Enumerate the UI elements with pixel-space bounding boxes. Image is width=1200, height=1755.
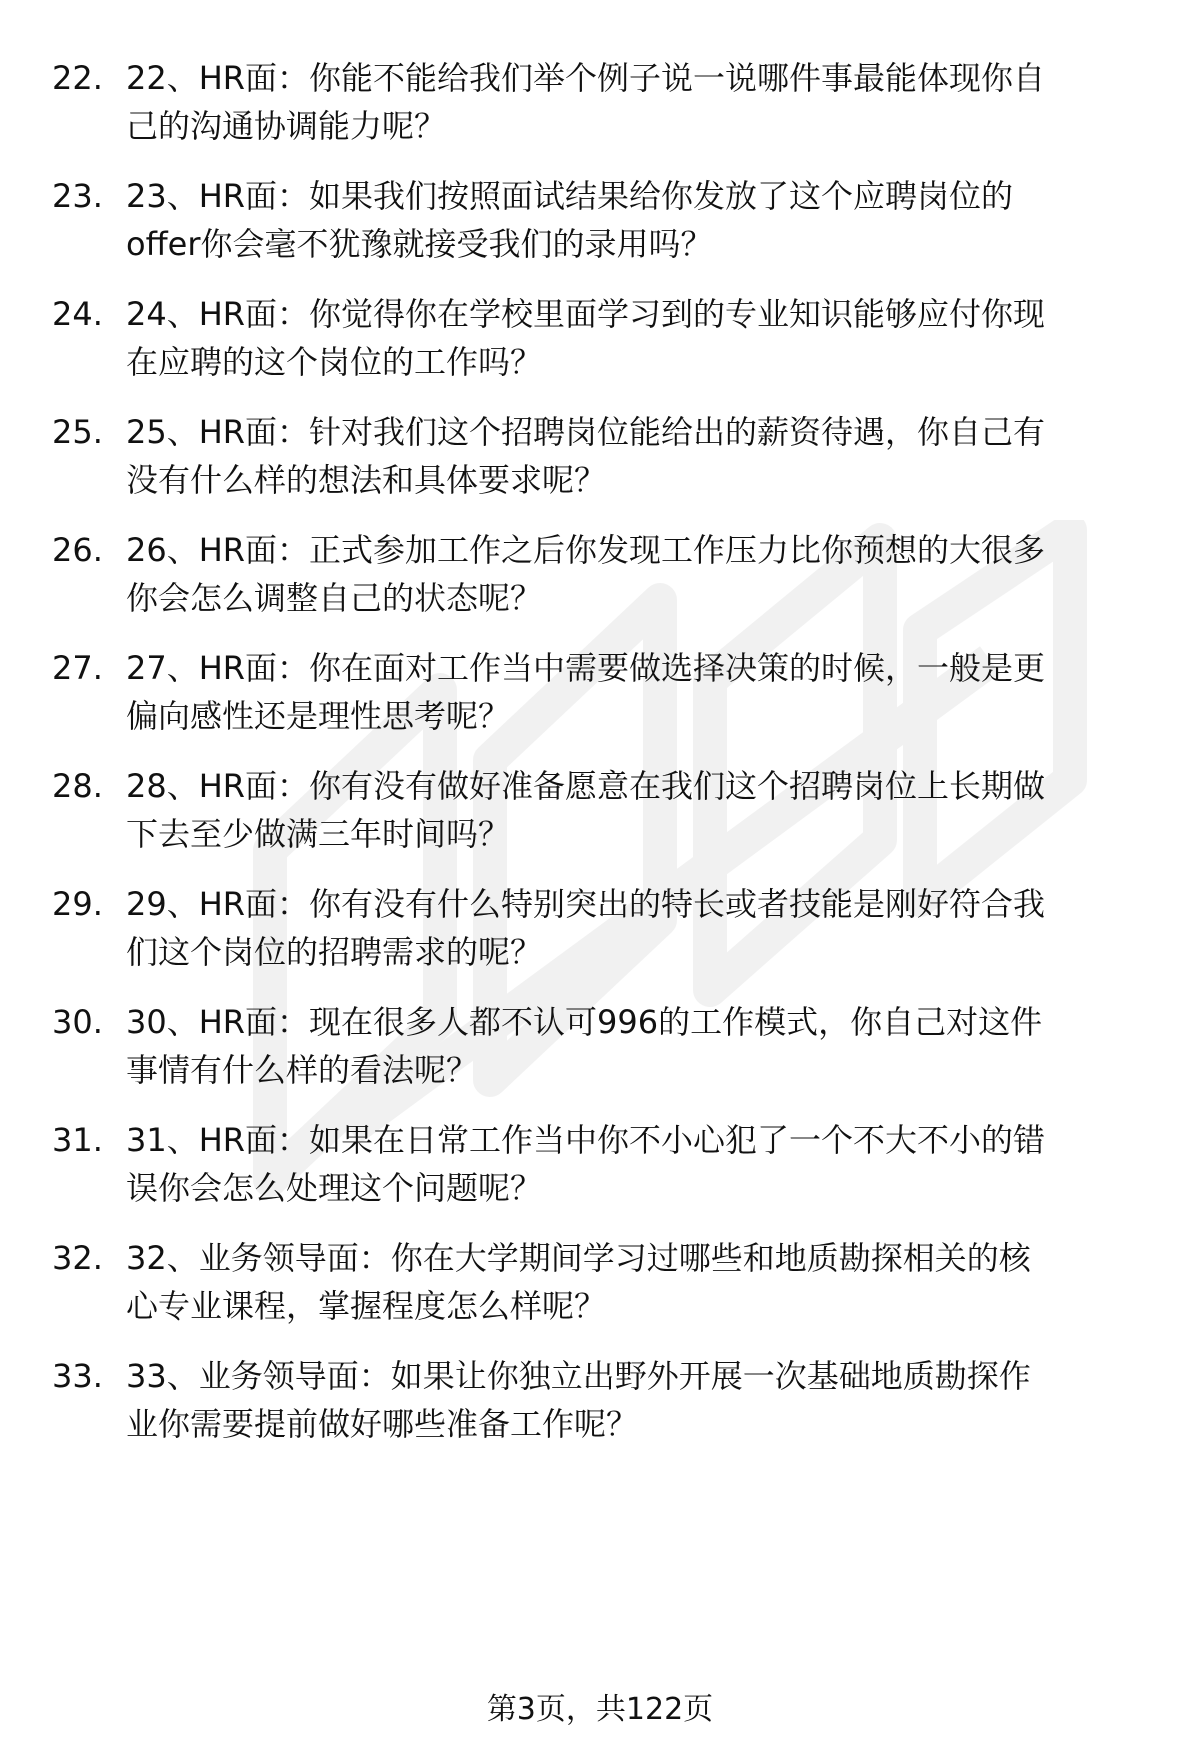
question-text-line-1: 27、HR面：你在面对工作当中需要做选择决策的时候，一般是更: [126, 649, 1046, 687]
question-text-line-2: 在应聘的这个岗位的工作吗？: [126, 343, 543, 381]
question-text-line-1: 26、HR面：正式参加工作之后你发现工作压力比你预想的大很多: [126, 531, 1046, 569]
question-number: 27.: [52, 649, 103, 687]
question-item: [0, 1234, 1200, 1344]
question-number: 25.: [52, 413, 103, 451]
question-item: [0, 644, 1200, 754]
question-text-line-1: 28、HR面：你有没有做好准备愿意在我们这个招聘岗位上长期做: [126, 767, 1046, 805]
question-text-line-2: 们这个岗位的招聘需求的呢？: [126, 933, 543, 971]
question-number: 26.: [52, 531, 103, 569]
question-text-line-2: 没有什么样的想法和具体要求呢？: [126, 461, 607, 499]
question-text-line-1: 32、业务领导面：你在大学期间学习过哪些和地质勘探相关的核: [126, 1239, 1031, 1277]
question-number: 24.: [52, 295, 103, 333]
question-number: 22.: [52, 59, 103, 97]
question-text-line-1: 30、HR面：现在很多人都不认可996的工作模式，你自己对这件: [126, 1003, 1043, 1041]
question-number: 32.: [52, 1239, 103, 1277]
question-text-line-1: 22、HR面：你能不能给我们举个例子说一说哪件事最能体现你自: [126, 59, 1046, 97]
question-text-line-2: 偏向感性还是理性思考呢？: [126, 697, 511, 735]
question-text-line-2: 下去至少做满三年时间吗？: [126, 815, 511, 853]
question-text-line-2: 业你需要提前做好哪些准备工作呢？: [126, 1405, 639, 1443]
question-number: 23.: [52, 177, 103, 215]
question-number: 28.: [52, 767, 103, 805]
question-number: 31.: [52, 1121, 103, 1159]
question-text-line-2: 误你会怎么处理这个问题呢？: [126, 1169, 543, 1207]
question-text-line-2: 心专业课程，掌握程度怎么样呢？: [126, 1287, 607, 1325]
question-text-line-1: 23、HR面：如果我们按照面试结果给你发放了这个应聘岗位的: [126, 177, 1014, 215]
question-text-line-1: 25、HR面：针对我们这个招聘岗位能给出的薪资待遇，你自己有: [126, 413, 1046, 451]
question-item: [0, 1116, 1200, 1226]
question-item: [0, 172, 1200, 282]
question-text-line-1: 24、HR面：你觉得你在学校里面学习到的专业知识能够应付你现: [126, 295, 1046, 333]
question-item: [0, 762, 1200, 872]
question-number: 29.: [52, 885, 103, 923]
question-text-line-2: 你会怎么调整自己的状态呢？: [126, 579, 543, 617]
question-number: 30.: [52, 1003, 103, 1041]
page-number-footer: 第3页，共122页: [486, 1692, 714, 1727]
question-text-line-2: 事情有什么样的看法呢？: [126, 1051, 479, 1089]
question-item: [0, 998, 1200, 1108]
question-item: [0, 290, 1200, 400]
question-item: [0, 408, 1200, 518]
question-text-line-1: 31、HR面：如果在日常工作当中你不小心犯了一个不大不小的错: [126, 1121, 1046, 1159]
question-text-line-1: 29、HR面：你有没有什么特别突出的特长或者技能是刚好符合我: [126, 885, 1046, 923]
question-item: [0, 1352, 1200, 1462]
question-item: [0, 54, 1200, 164]
question-item: [0, 880, 1200, 990]
question-text-line-2: 己的沟通协调能力呢？: [126, 107, 447, 145]
question-number: 33.: [52, 1357, 103, 1395]
question-item: [0, 526, 1200, 636]
question-text-line-2: offer你会毫不犹豫就接受我们的录用吗？: [126, 225, 713, 263]
question-text-line-1: 33、业务领导面：如果让你独立出野外开展一次基础地质勘探作: [126, 1357, 1031, 1395]
